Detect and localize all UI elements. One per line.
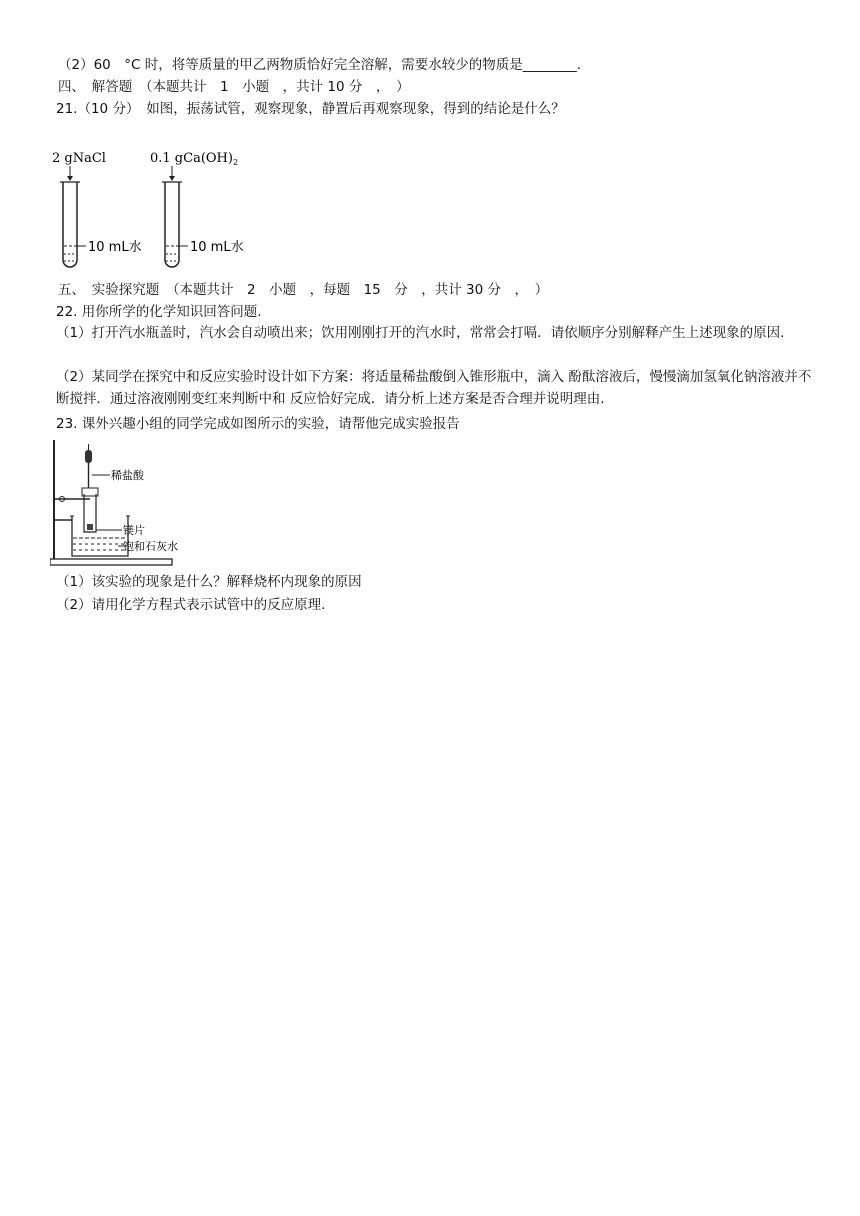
test-tubes-figure [50, 146, 250, 274]
tube2-side-label: 10 mL水 [190, 240, 244, 255]
tube1-side-label: 10 mL水 [88, 240, 142, 255]
stand-base [50, 559, 172, 565]
q23-part1: （1）该实验的现象是什么？解释烧杯内现象的原因 [56, 574, 362, 590]
q22-part1: （1）打开汽水瓶盖时，汽水会自动喷出来；饮用刚刚打开的汽水时，常常会打嗝．请依顺序分别解释产生上述现象的原因. [56, 325, 785, 341]
tube1-top-label: 2 gNaCl [52, 151, 106, 166]
section4-heading: 四、 解答题 （本题共计 1 小题 ，共计 10 分 ， ） [58, 79, 410, 95]
label-magnesium: 镁片 [123, 524, 145, 537]
q23-title: 23. 课外兴趣小组的同学完成如图所示的实验，请帮他完成实验报告 [56, 416, 460, 432]
q22-part2: （2）某同学在探究中和反应实验时设计如下方案：将适量稀盐酸倒入锥形瓶中，滴入 酚酞溶液后，慢慢滴加氢氧化钠溶液并不断搅拌．通过溶液刚刚变红来判断中和 反应恰好完成．请分析上述方案是否合理并说明理由. [56, 369, 812, 407]
magnesium-strip [87, 524, 93, 530]
label-dilute-hcl: 稀盐酸 [111, 469, 144, 482]
tube2-top-label: 0.1 $gCa(OH)_2$ [150, 151, 239, 167]
q23-part2: （2）请用化学方程式表示试管中的反应原理. [56, 597, 326, 613]
q21-text: 21.（10 分） 如图，振荡试管，观察现象，静置后再观察现象，得到的结论是什么？ [56, 101, 565, 117]
dropper-bulb [85, 450, 92, 463]
label-lime-water: 饱和石灰水 [123, 540, 178, 553]
section5-heading: 五、 实验探究题 （本题共计 2 小题 ，每题 15 分 ，共计 30 分 ， ） [58, 282, 549, 298]
q22-title: 22. 用你所学的化学知识回答问题. [56, 304, 262, 320]
apparatus-figure [50, 438, 200, 570]
q20-part2: （2）60 °C 时，将等质量的甲乙两物质恰好完全溶解，需要水较少的物质是________. [58, 57, 582, 73]
